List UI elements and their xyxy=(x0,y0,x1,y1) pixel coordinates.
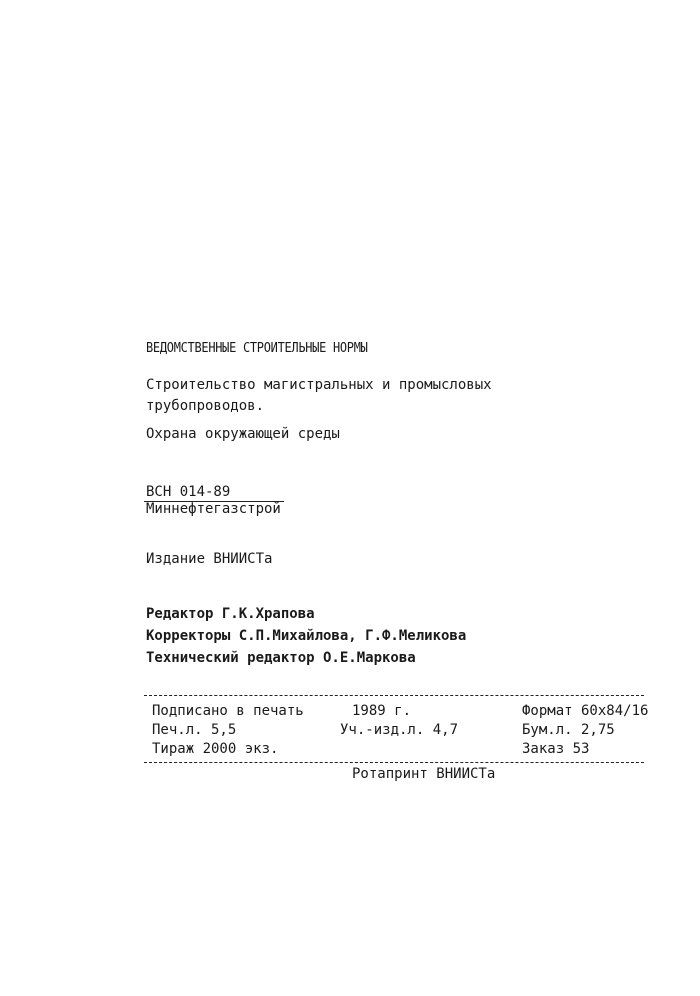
printer-name: Ротапринт ВНИИСТа xyxy=(352,766,496,782)
paper-format: Формат 60х84/16 xyxy=(522,703,649,719)
editor-credit: Редактор Г.К.Храпова xyxy=(146,606,315,622)
circulation: Тираж 2000 экз. xyxy=(152,741,279,757)
publisher-sheets: Уч.-изд.л. 4,7 xyxy=(340,722,459,738)
signed-to-print: Подписано в печать xyxy=(152,703,304,719)
subject-line-2: трубопроводов. xyxy=(146,398,265,414)
order-number: Заказ 53 xyxy=(522,741,590,757)
norms-title: ВЕДОМСТВЕННЫЕ СТРОИТЕЛЬНЫЕ НОРМЫ xyxy=(146,341,368,356)
subject-line-1: Строительство магистральных и промысловых xyxy=(146,377,492,393)
tech-editor-credit: Технический редактор О.Е.Маркова xyxy=(146,650,416,666)
print-sheets: Печ.л. 5,5 xyxy=(152,722,237,738)
paper-sheets: Бум.л. 2,75 xyxy=(522,722,615,738)
edition-note: Издание ВНИИСТа xyxy=(146,551,273,567)
print-year: 1989 г. xyxy=(352,703,412,719)
norm-code: ВСН 014-89 xyxy=(146,484,231,500)
correctors-credit: Корректоры С.П.Михайлова, Г.Ф.Меликова xyxy=(146,628,467,644)
subject-line-3: Охрана окружающей среды xyxy=(146,426,340,442)
imprint-bottom-rule xyxy=(144,762,644,763)
imprint-top-rule xyxy=(144,695,644,696)
ministry-name: Миннефтегазстрой xyxy=(146,501,281,517)
